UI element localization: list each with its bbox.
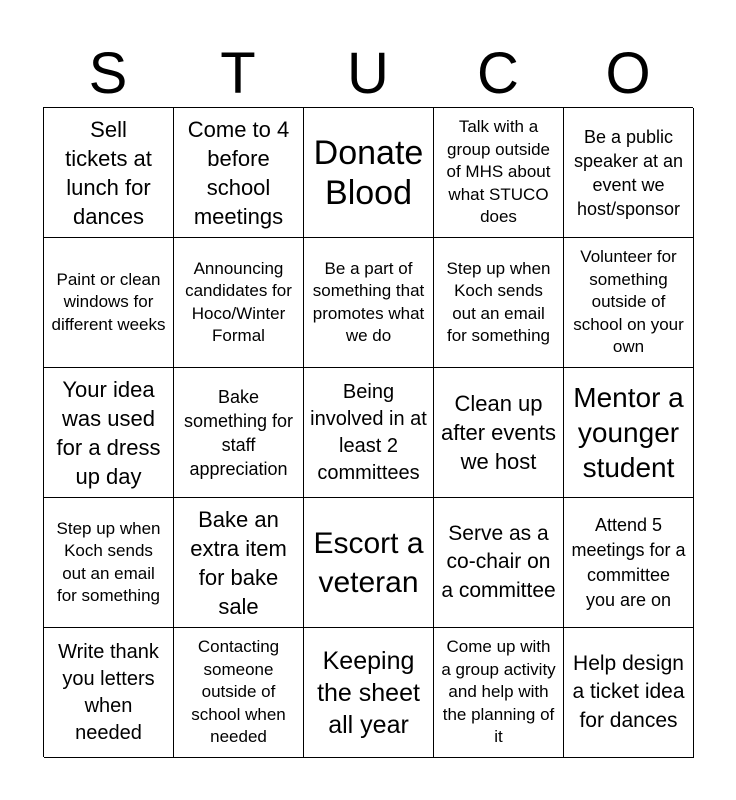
cell-text: Write thank you letters when needed <box>58 640 159 744</box>
bingo-cell-r1-c4 <box>434 108 564 238</box>
bingo-cell-r5-c5 <box>564 628 694 758</box>
bingo-cell-r2-c4 <box>434 238 564 368</box>
bingo-cell-r3-c1 <box>44 368 174 498</box>
bingo-cell-r1-c1 <box>44 108 174 238</box>
bingo-header <box>43 40 693 108</box>
cell-text: Volunteer for something outside of school on your own <box>573 247 684 357</box>
cell-text: Come up with a group activity and help with the planning of it <box>441 637 556 747</box>
cell-text: Help design a ticket idea for dances <box>572 651 685 732</box>
header-letter-s: S <box>88 41 128 106</box>
bingo-cell-r5-c2 <box>174 628 304 758</box>
bingo-board <box>43 107 693 757</box>
bingo-cell-r4-c4 <box>434 498 564 628</box>
cell-text: Sell tickets at lunch for dances <box>65 116 152 229</box>
header-letter-u: U <box>347 41 389 106</box>
bingo-cell-r4-c2 <box>174 498 304 628</box>
cell-text: Be a part of something that promotes what we do <box>312 258 425 345</box>
bingo-cell-r3-c4 <box>434 368 564 498</box>
cell-text: Mentor a younger student <box>573 382 684 483</box>
bingo-cell-r3-c2 <box>174 368 304 498</box>
cell-text: Come to 4 before school meetings <box>187 116 290 229</box>
bingo-cell-r2-c5 <box>564 238 694 368</box>
bingo-cell-r1-c2 <box>174 108 304 238</box>
bingo-cell-r2-c2 <box>174 238 304 368</box>
bingo-cell-r4-c3 <box>304 498 434 628</box>
cell-text: Paint or clean windows for different weeks <box>51 269 166 334</box>
cell-text: Attend 5 meetings for a committee you are on <box>571 514 686 610</box>
cell-text: Donate Blood <box>313 133 424 212</box>
bingo-cell-r3-c5 <box>564 368 694 498</box>
header-letter-c: C <box>477 41 519 106</box>
cell-text: Escort a veteran <box>313 526 424 599</box>
bingo-cell-r4-c1 <box>44 498 174 628</box>
bingo-cell-r3-c3 <box>304 368 434 498</box>
bingo-cell-r2-c3 <box>304 238 434 368</box>
header-letter-t: T <box>220 41 256 106</box>
bingo-cell-r1-c5 <box>564 108 694 238</box>
bingo-cell-r4-c5 <box>564 498 694 628</box>
bingo-cell-r1-c3 <box>304 108 434 238</box>
header-letter-o: O <box>605 41 651 106</box>
cell-text: Serve as a co-chair on a committee <box>441 521 556 602</box>
bingo-cell-r5-c1 <box>44 628 174 758</box>
cell-text: Keeping the sheet all year <box>317 646 420 739</box>
cell-text: Being involved in at least 2 committees <box>310 380 427 484</box>
bingo-cell-r5-c3 <box>304 628 434 758</box>
cell-text: Step up when Koch sends out an email for something <box>446 258 551 345</box>
cell-text: Bake an extra item for bake sale <box>190 506 287 619</box>
cell-text: Contacting someone outside of school when needed <box>191 637 286 747</box>
bingo-cell-r5-c4 <box>434 628 564 758</box>
cell-text: Step up when Koch sends out an email for something <box>56 518 161 605</box>
cell-text: Announcing candidates for Hoco/Winter Formal <box>185 258 292 345</box>
cell-text: Your idea was used for a dress up day <box>56 376 161 489</box>
cell-text: Be a public speaker at an event we host/sponsor <box>573 126 684 219</box>
cell-text: Talk with a group outside of MHS about what STUCO does <box>446 117 551 227</box>
bingo-cell-r2-c1 <box>44 238 174 368</box>
cell-text: Clean up after events we host <box>441 391 556 474</box>
cell-text: Bake something for staff appreciation <box>183 386 294 479</box>
